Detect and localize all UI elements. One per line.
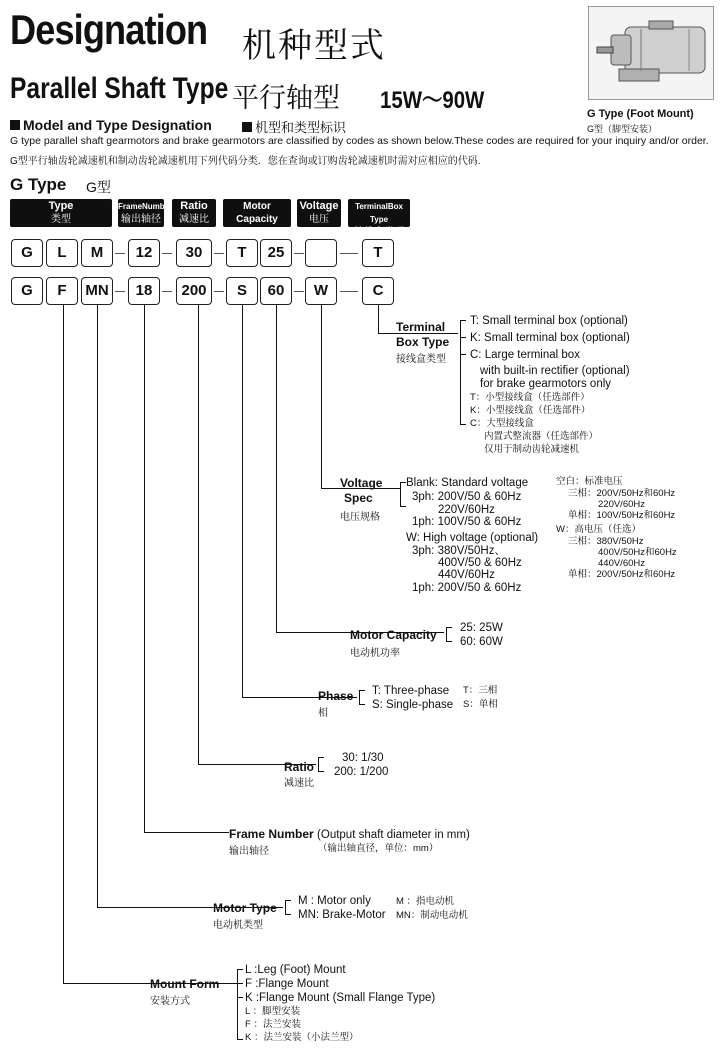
voltage-cn-b3b: 220V/60Hz — [598, 499, 646, 510]
terminal-cn-t: T：小型接线盒（任选部件） — [470, 392, 590, 403]
code-box: 18 — [128, 277, 160, 305]
voltage-cn-b1: 单相：100V/50Hz和60Hz — [568, 510, 676, 521]
page-title-cn: 机种型式 — [242, 26, 386, 66]
terminal-opt-c3: for brake gearmotors only — [480, 378, 612, 390]
square-bullet-icon — [10, 120, 20, 130]
capacity-opt-25: 25: 25W — [460, 622, 503, 634]
terminal-cn-k: K：小型接线盒（任选部件） — [470, 405, 591, 416]
code-box: 200 — [176, 277, 212, 305]
subtitle: Parallel Shaft Type — [10, 72, 229, 105]
voltage-blank-1ph: 1ph: 100V/50 & 60Hz — [412, 516, 522, 528]
motortype-label-cn: 电动机类型 — [213, 920, 263, 931]
capacity-opt-60: 60: 60W — [460, 636, 503, 648]
mount-label: Mount Form — [150, 977, 220, 991]
voltage-cn-blank: 空白：标准电压 — [556, 476, 623, 487]
terminal-cn-c: C：大型接线盒 — [470, 418, 534, 429]
voltage-high-3ph: 3ph: 380V/50Hz、 — [412, 545, 506, 557]
voltage-label-2: Spec — [344, 491, 373, 505]
voltage-cn-w3c: 440V/60Hz — [598, 558, 646, 569]
col-header-type: Type 类型 — [10, 199, 112, 227]
terminal-opt-t: T: Small terminal box (optional) — [470, 315, 628, 327]
phase-label: Phase — [318, 689, 354, 703]
code-box: C — [362, 277, 394, 305]
phase-cn-t: T：三相 — [463, 685, 498, 696]
code-box: G — [11, 277, 43, 305]
motortype-opt-m: M : Motor only — [298, 895, 371, 907]
motortype-label: Motor Type — [213, 901, 277, 915]
power-range: 15W～90W — [380, 87, 485, 114]
gearmotor-illustration — [589, 7, 713, 99]
phase-label-cn: 相 — [318, 708, 328, 719]
voltage-high-3ph-3: 440V/60Hz — [438, 569, 495, 581]
voltage-cn-b3: 三相：200V/50Hz和60Hz — [568, 488, 676, 499]
voltage-blank-3ph-2: 220V/60Hz — [438, 504, 495, 516]
gearmotor-photo — [588, 6, 714, 100]
code-box: W — [305, 277, 337, 305]
motortype-opt-mn: MN: Brake-Motor — [298, 909, 386, 921]
phase-opt-s: S: Single-phase — [372, 699, 454, 711]
section-title: Model and Type Designation — [10, 117, 212, 133]
ratio-label: Ratio — [284, 760, 314, 774]
voltage-high-1ph: 1ph: 200V/50 & 60Hz — [412, 582, 522, 594]
page-title: Designation — [10, 6, 208, 53]
terminal-opt-k: K: Small terminal box (optional) — [470, 332, 630, 344]
code-box: 60 — [260, 277, 292, 305]
code-box — [305, 239, 337, 267]
description-en: G type parallel shaft gearmotors and brake gearmotors are classified by codes as shown below.These codes are required for your inquiry and/or order. — [10, 135, 709, 147]
col-header-frame: FrameNumber 输出轴径 — [118, 199, 164, 227]
mount-opt-l: L :Leg (Foot) Mount — [245, 964, 346, 976]
frame-label-cn: 输出轴径 — [229, 846, 269, 857]
code-box: M — [81, 239, 113, 267]
voltage-cn-w3b: 400V/50Hz和60Hz — [598, 547, 677, 558]
frame-label: Frame Number (Output shaft diameter in mm) — [229, 827, 470, 841]
code-box: G — [11, 239, 43, 267]
phase-cn-s: S：单相 — [463, 699, 498, 710]
mount-opt-k: K :Flange Mount (Small Flange Type) — [245, 992, 436, 1004]
code-box: S — [226, 277, 258, 305]
voltage-cn-w: W：高电压（任选） — [556, 524, 641, 535]
photo-caption-cn: G型（脚型安装） — [587, 124, 658, 134]
col-header-terminal: TerminalBox Type 接线盒类型 — [348, 199, 410, 227]
voltage-label-cn: 电压规格 — [340, 512, 380, 523]
motortype-cn-m: M ：指电动机 — [396, 896, 455, 907]
square-bullet-icon — [242, 122, 252, 132]
terminal-label-2: Box Type — [396, 335, 450, 349]
photo-caption: G Type (Foot Mount) — [587, 108, 694, 120]
terminal-label-cn: 接线盒类型 — [396, 354, 446, 365]
code-box: MN — [81, 277, 113, 305]
code-box: 25 — [260, 239, 292, 267]
code-box: 12 — [128, 239, 160, 267]
description-cn: G型平行轴齿轮减速机和制动齿轮减速机用下列代码分类．您在查询或订购齿轮减速机时需对应相应的代码. — [10, 156, 481, 167]
voltage-high: W: High voltage (optional) — [406, 532, 539, 544]
terminal-label: Terminal — [396, 320, 446, 334]
code-box: T — [226, 239, 258, 267]
voltage-cn-w3: 三相：380V/50Hz — [568, 536, 644, 547]
code-box: F — [46, 277, 78, 305]
terminal-cn-c2: 内置式整流器（任选部件） — [484, 431, 599, 442]
mount-label-cn: 安装方式 — [150, 996, 190, 1007]
phase-opt-t: T: Three-phase — [372, 685, 450, 697]
voltage-high-3ph-2: 400V/50 & 60Hz — [438, 557, 522, 569]
gtype-label-cn: G型 — [86, 179, 111, 195]
voltage-blank-3ph: 3ph: 200V/50 & 60Hz — [412, 491, 522, 503]
frame-note-cn: （输出轴直径，单位：mm） — [318, 843, 439, 854]
gtype-label: G Type — [10, 175, 67, 194]
subtitle-cn: 平行轴型 — [232, 83, 340, 114]
mount-opt-f: F :Flange Mount — [245, 978, 329, 990]
mount-cn-k: K ：法兰安装（小法兰型） — [245, 1032, 359, 1043]
code-box: L — [46, 239, 78, 267]
section-title-cn: 机型和类型标识 — [242, 117, 346, 136]
terminal-opt-c: C: Large terminal box — [470, 349, 580, 361]
motortype-cn-mn: MN：制动电动机 — [396, 910, 468, 921]
ratio-label-cn: 减速比 — [284, 778, 314, 789]
voltage-cn-w1: 单相：200V/50Hz和60Hz — [568, 569, 676, 580]
mount-cn-l: L ：脚型安装 — [245, 1006, 301, 1017]
col-header-capacity: Motor Capacity 电动机相数容量 — [223, 199, 291, 227]
code-box: T — [362, 239, 394, 267]
code-box: 30 — [176, 239, 212, 267]
ratio-opt-30: 30: 1/30 — [342, 752, 384, 764]
capacity-label: Motor Capacity — [350, 628, 437, 642]
mount-cn-f: F ：法兰安装 — [245, 1019, 301, 1030]
ratio-opt-200: 200: 1/200 — [334, 766, 389, 778]
terminal-opt-c2: with built-in rectifier (optional) — [480, 365, 630, 377]
capacity-label-cn: 电动机功率 — [350, 648, 400, 659]
terminal-cn-c3: 仅用于制动齿轮减速机 — [484, 444, 580, 455]
col-header-voltage: Voltage 电压 — [297, 199, 341, 227]
voltage-label: Voltage — [340, 476, 383, 490]
voltage-blank: Blank: Standard voltage — [406, 477, 529, 489]
col-header-ratio: Ratio 减速比 — [172, 199, 216, 227]
